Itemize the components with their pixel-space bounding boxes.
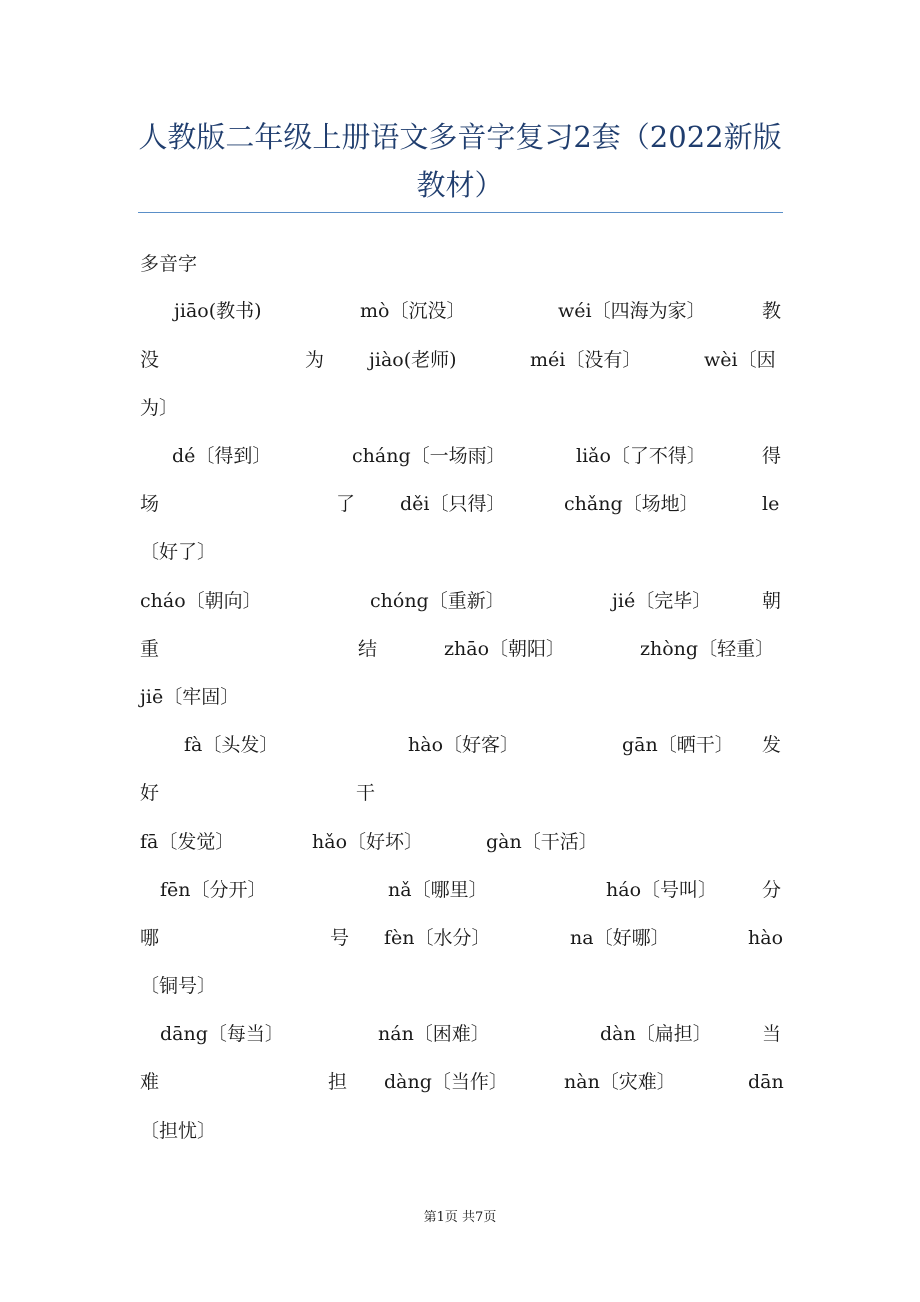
text-segment: 号 xyxy=(330,927,350,949)
text-segment: dàn〔扁担〕 xyxy=(600,1023,712,1045)
text-segment: 结 xyxy=(358,638,378,660)
text-segment: cháng〔一场雨〕 xyxy=(352,445,506,467)
text-segment: dāng〔每当〕 xyxy=(160,1023,284,1045)
text-segment: 〔铜号〕 xyxy=(140,975,217,997)
text-line xyxy=(0,1118,920,1144)
text-segment: jiē〔牢固〕 xyxy=(140,686,240,708)
text-line xyxy=(0,443,920,469)
text-line xyxy=(0,298,920,324)
text-segment: gàn〔干活〕 xyxy=(486,831,598,853)
text-segment: 为〕 xyxy=(140,397,179,419)
text-segment: 朝 xyxy=(762,590,782,612)
text-segment: 教 xyxy=(762,300,782,322)
text-segment: le xyxy=(762,493,780,515)
text-segment: 重 xyxy=(140,638,160,660)
text-segment: hào〔好客〕 xyxy=(408,734,520,756)
text-segment: mò〔沉没〕 xyxy=(360,300,466,322)
text-segment: na〔好哪〕 xyxy=(570,927,670,949)
text-segment: zhāo〔朝阳〕 xyxy=(444,638,566,660)
text-segment: chóng〔重新〕 xyxy=(370,590,505,612)
text-segment: jié〔完毕〕 xyxy=(612,590,712,612)
text-segment: jiào(老师) xyxy=(369,349,457,371)
text-segment: 〔担忧〕 xyxy=(140,1120,217,1142)
text-line xyxy=(0,395,920,421)
text-line xyxy=(0,973,920,999)
text-segment: 担 xyxy=(328,1071,348,1093)
text-segment: 当 xyxy=(762,1023,782,1045)
text-segment: 发 xyxy=(762,734,782,756)
text-segment: hào xyxy=(748,927,784,949)
text-segment: cháo〔朝向〕 xyxy=(140,590,262,612)
text-segment: 没 xyxy=(140,349,160,371)
text-line xyxy=(0,491,920,517)
text-segment: fā〔发觉〕 xyxy=(140,831,235,853)
text-line xyxy=(0,732,920,758)
text-segment: chǎng〔场地〕 xyxy=(564,493,699,515)
text-segment: fēn〔分开〕 xyxy=(160,879,267,901)
text-line xyxy=(0,1021,920,1047)
section-heading: 多音字 xyxy=(140,253,198,275)
text-segment: dān xyxy=(748,1071,784,1093)
title-divider xyxy=(138,212,783,213)
text-segment: 难 xyxy=(140,1071,160,1093)
text-segment: méi〔没有〕 xyxy=(530,349,642,371)
text-segment: hǎo〔好坏〕 xyxy=(312,831,424,853)
text-segment: 了 xyxy=(336,493,356,515)
text-segment: 分 xyxy=(762,879,782,901)
text-segment: děi〔只得〕 xyxy=(400,493,506,515)
text-line xyxy=(0,925,920,951)
text-segment: nán〔困难〕 xyxy=(378,1023,490,1045)
text-segment: nàn〔灾难〕 xyxy=(564,1071,676,1093)
text-line xyxy=(0,780,920,806)
text-segment: gān〔晒干〕 xyxy=(622,734,734,756)
text-line xyxy=(0,636,920,662)
text-segment: jiāo(教书) xyxy=(174,300,262,322)
text-segment: fà〔头发〕 xyxy=(184,734,279,756)
text-line xyxy=(0,539,920,565)
text-segment: 好 xyxy=(140,782,160,804)
text-line xyxy=(0,588,920,614)
page-footer: 第1页 共7页 xyxy=(423,1210,497,1225)
text-segment: háo〔号叫〕 xyxy=(606,879,718,901)
text-segment: 为 xyxy=(305,349,325,371)
text-segment: 场 xyxy=(140,493,160,515)
document-title-line2: 教材） xyxy=(416,168,504,202)
text-line xyxy=(0,347,920,373)
text-segment: fèn〔水分〕 xyxy=(384,927,491,949)
text-segment: liǎo〔了不得〕 xyxy=(576,445,706,467)
text-segment: 哪 xyxy=(140,927,160,949)
text-segment: wéi〔四海为家〕 xyxy=(558,300,706,322)
document-title-line1: 人教版二年级上册语文多音字复习2套（2022新版 xyxy=(138,120,782,154)
text-segment: dàng〔当作〕 xyxy=(384,1071,508,1093)
text-segment: 〔好了〕 xyxy=(140,541,217,563)
text-segment: dé〔得到〕 xyxy=(172,445,272,467)
text-segment: 干 xyxy=(356,782,376,804)
text-line xyxy=(0,1069,920,1095)
text-segment: wèi〔因 xyxy=(704,349,776,371)
text-segment: nǎ〔哪里〕 xyxy=(388,879,488,901)
text-line xyxy=(0,829,920,855)
text-line xyxy=(0,877,920,903)
text-segment: 得 xyxy=(762,445,782,467)
text-segment: zhòng〔轻重〕 xyxy=(640,638,775,660)
text-line xyxy=(0,684,920,710)
